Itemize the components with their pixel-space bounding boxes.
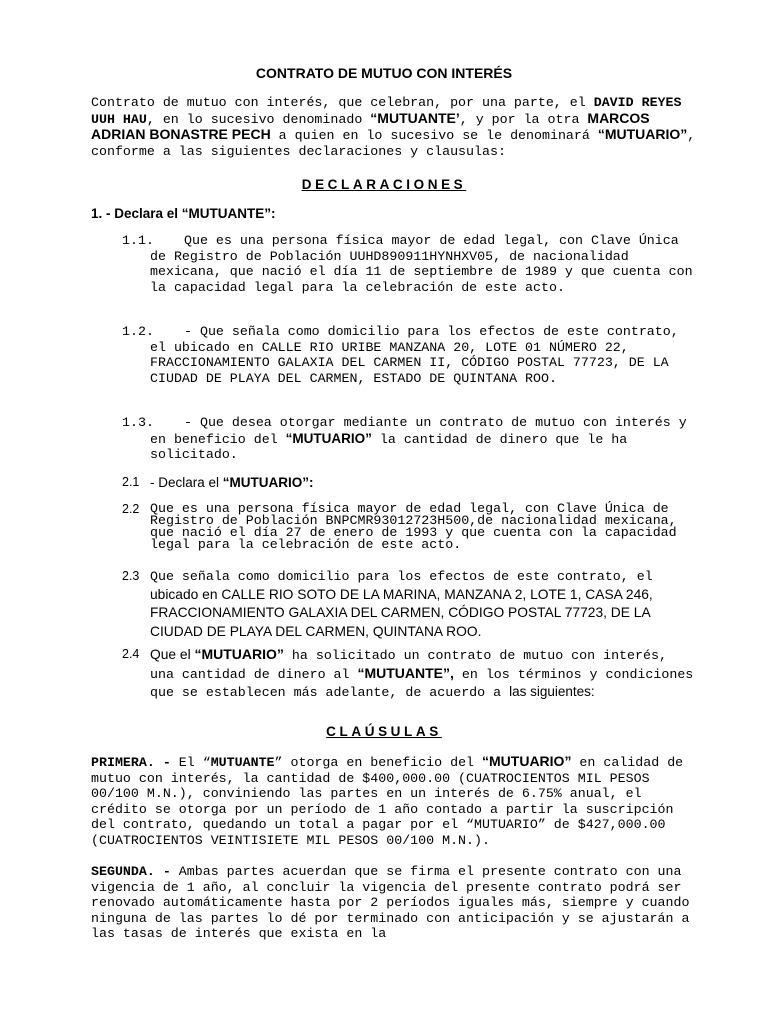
borrower-label: “MUTUARIO”: [482, 753, 572, 769]
item-text: Que es una persona física mayor de edad legal, con Clave Única de Registro de Población UUHD890911HYNHXV05, de nacionalidad mexicana, que nació el día 11 de septiembre de 1989 y que cuenta con la capacidad legal para la celebración de este acto.: [150, 233, 693, 295]
item-text: Que es una persona física mayor de edad legal, con Clave Única de Registro de Población BNPCMR93012723H500,de nacionalidad mexicana, que nació el día 27 de enero de 1993 y que cuenta con la capacidad legal para la celebración de este acto.: [150, 501, 677, 552]
document-title: CONTRATO DE MUTUO CON INTERÉS: [255, 65, 513, 81]
lender-label: “MUTUANTE’: [370, 109, 460, 126]
item-text-2: ha solicitado un contrato de mutuo con interés, una cantidad de dinero al: [150, 648, 667, 682]
clause-text-3: en calidad de mutuo con interés, la cantidad de $400,000.00 (CUATROCIENTOS MIL PESOS 00/100 M.N.), conviniendo las partes en un interés de 6.75% anual, el crédito se otorga por un período de 1 año contado a partir la suscripción del contrato, quedando un total a pagar por el “MUTUARIO” de $427,000.00 (CUATROCIENTOS VEINTISIETE MIL PESOS 00/100 M.N.).: [91, 755, 684, 848]
borrower-label: “MUTUARIO”: [597, 126, 688, 142]
item-number: 2.3: [122, 569, 140, 583]
clausulas-heading: CLAÚSULAS: [326, 724, 442, 739]
item-text-4: las siguientes:: [509, 684, 595, 699]
borrower-label: “MUTUARIO”: [285, 430, 372, 446]
item-text-1: Que el: [150, 647, 195, 662]
borrower-name: MARCOS ADRIAN BONASTRE PECH: [91, 109, 650, 142]
borrower-label: “MUTUARIO”: [194, 646, 284, 662]
intro-text-3: , y por la otra: [459, 111, 588, 127]
clause-text-2: ” otorga en beneficio del: [274, 755, 483, 770]
clause-text-1: El “: [170, 755, 211, 770]
item-text-1: Que señala como domicilio para los efectos de este contrato, el: [150, 569, 653, 584]
declaration-1-2: [122, 324, 694, 386]
intro-text-4: a quien en lo sucesivo se le denominará: [270, 128, 598, 143]
item-number: 1.3.: [122, 415, 154, 430]
lender-name: DAVID REYES UUH HAU: [91, 95, 682, 127]
item-number: 2.4: [122, 647, 140, 661]
item-number: 2.2: [122, 502, 140, 516]
item-text-2: la cantidad de dinero que le ha solicitado.: [150, 431, 628, 462]
borrower-label: “MUTUARIO”:: [222, 475, 314, 490]
declaration-2-3: [122, 568, 694, 641]
intro-text-1: Contrato de mutuo con interés, que celebran, por una parte, el: [91, 95, 594, 110]
item-text-2: ubicado en CALLE RIO SOTO DE LA MARINA, MANZANA 2, LOTE 1, CASA 246, FRACCIONAMIENTO GALAXIA DEL CARMEN, CÓDIGO POSTAL 77723, DE LA CIUDAD DE PLAYA DEL CARMEN, QUINTANA ROO.: [150, 586, 653, 639]
clause-label: PRIMERA. -: [91, 755, 171, 770]
section-1-text: - Declara el “MUTUANTE”:: [102, 206, 276, 221]
clause-segunda: [91, 864, 696, 942]
declaration-2-1: [122, 475, 694, 491]
clause-text: Ambas partes acuerdan que se firma el presente contrato con una vigencia de 1 año, al concluir la vigencia del presente contrato podrá ser renovado automáticamente hasta por 2 períodos iguales más, siempre y cuando ninguna de las partes lo dé por terminado con anticipación y se ajustarán a las tasas de interés que exista en la: [91, 864, 690, 941]
clause-primera: [91, 754, 696, 848]
declaraciones-heading: DECLARACIONES: [301, 177, 467, 192]
item-number: 2.1: [122, 475, 140, 489]
declaration-2-2: [122, 503, 694, 551]
lender-label: “MUTUANTE”,: [357, 664, 454, 681]
clause-label: SEGUNDA. -: [91, 864, 171, 879]
declaration-1-3: [122, 415, 694, 463]
item-text: - Que señala como domicilio para los efectos de este contrato, el ubicado en CALLE RIO URIBE MANZANA 20, LOTE 01 NÚMERO 22, FRACCIONAMIENTO GALAXIA DEL CARMEN II, CÓDIGO POSTAL 77723, DE LA CIUDAD DE PLAYA DEL CARMEN, ESTADO DE QUINTANA ROO.: [150, 324, 679, 386]
lender-label: MUTUANTE: [210, 755, 275, 770]
intro-text-2: , en lo sucesivo denominado: [146, 111, 371, 127]
section-1-number: 1.: [91, 206, 103, 221]
intro-paragraph: [91, 95, 696, 159]
declaration-1-1: [122, 233, 694, 295]
intro-text-5: , conforme a las siguientes declaraciones y clausulas:: [91, 128, 696, 159]
item-text-3: en los términos y condiciones que se establecen más adelante, de acuerdo a: [150, 666, 694, 700]
item-number: 1.2.: [122, 324, 154, 339]
item-number: 1.1.: [122, 233, 154, 248]
item-text: - Declara el: [150, 475, 223, 490]
section-1-heading: [91, 206, 696, 222]
declaration-2-4: [122, 646, 694, 702]
item-text-1: - Que desea otorgar mediante un contrato de mutuo con interés y en beneficio del: [150, 415, 687, 447]
